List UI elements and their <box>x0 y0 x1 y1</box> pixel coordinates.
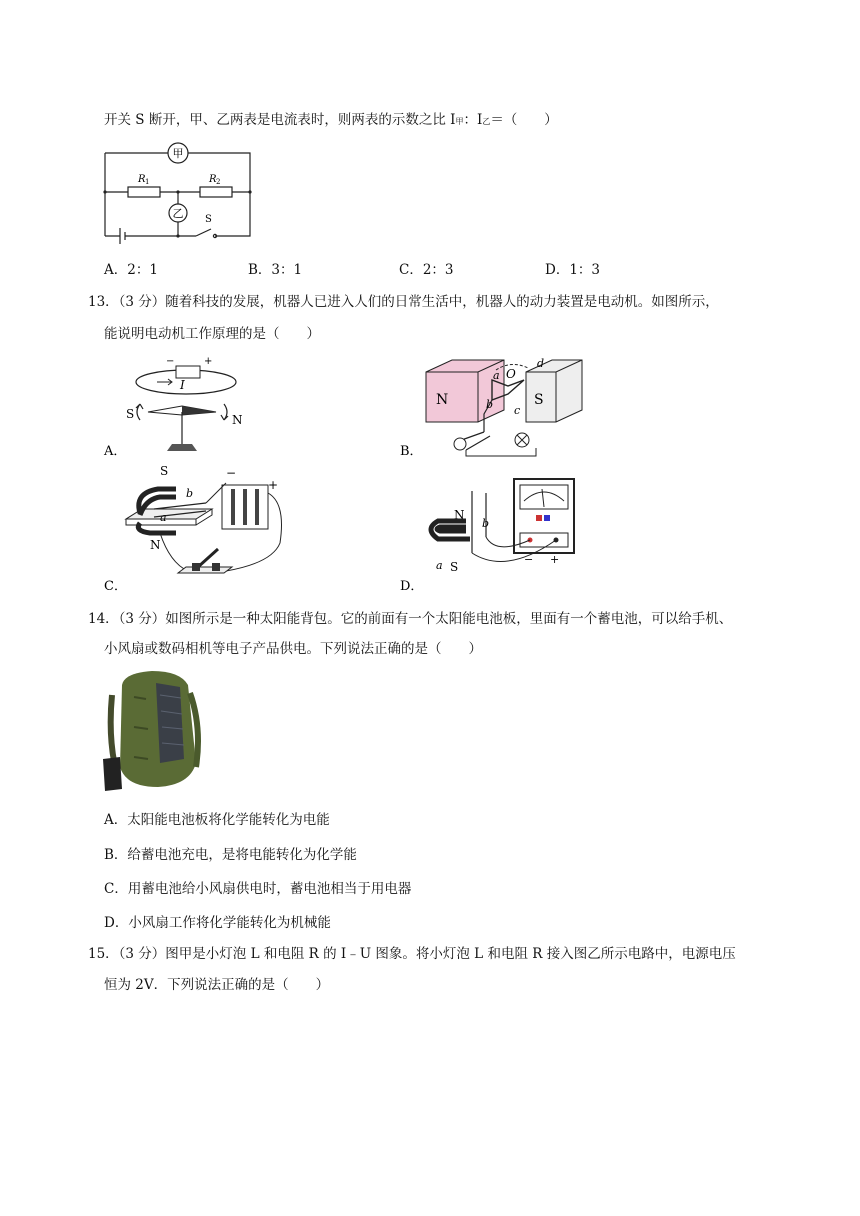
q13-figure-a <box>100 352 260 462</box>
q14-solar-backpack-image <box>100 667 212 797</box>
svg-text:N: N <box>436 392 449 408</box>
q14-stem-line2: 小风扇或数码相机等电子产品供电。下列说法正确的是（ ） <box>104 641 482 657</box>
q14-option-c[interactable]: C．用蓄电池给小风扇供电时，蓄电池相当于用电器 <box>104 881 412 897</box>
svg-text:S: S <box>450 560 459 574</box>
fig-a-label[interactable]: A． <box>104 444 127 459</box>
svg-text:1: 1 <box>145 178 150 186</box>
svg-text:N: N <box>150 538 161 552</box>
svg-text:2: 2 <box>216 178 221 186</box>
fig-c-label[interactable]: C． <box>104 579 127 593</box>
fig-d-label[interactable]: D． <box>400 579 424 593</box>
meter-yi-label: 乙 <box>172 207 184 220</box>
q12-option-d[interactable]: D．1：3 <box>545 262 601 278</box>
svg-text:a: a <box>493 369 500 382</box>
meter-jia-label: 甲 <box>172 147 184 160</box>
q13-figure-d <box>396 463 596 593</box>
svg-text:−: − <box>226 466 237 480</box>
q14-option-b[interactable]: B．给蓄电池充电，是将电能转化为化学能 <box>104 847 357 863</box>
q12-option-b[interactable]: B．3：1 <box>248 262 303 278</box>
q12-option-c[interactable]: C．2：3 <box>399 262 454 278</box>
r2-label: R <box>209 174 217 185</box>
svg-text:b: b <box>486 398 494 411</box>
fig-b-label[interactable]: B． <box>400 444 423 459</box>
svg-text:+: + <box>268 478 279 492</box>
q15-stem-line2: 恒为 2V．下列说法正确的是（ ） <box>104 977 330 993</box>
switch-label: S <box>205 214 212 225</box>
svg-text:N: N <box>454 508 465 522</box>
q13-figure-b <box>396 352 596 462</box>
q14-stem-line1: 14．（3 分）如图所示是一种太阳能背包。它的前面有一个太阳能电池板，里面有一个蓄电池，可以给手机、 <box>88 611 733 627</box>
svg-text:S: S <box>534 392 544 408</box>
svg-text:−: − <box>166 356 175 367</box>
svg-text:O: O <box>506 367 516 381</box>
svg-text:a: a <box>436 559 443 572</box>
r1-label: R <box>138 174 146 185</box>
q14-option-d[interactable]: D．小风扇工作将化学能转化为机械能 <box>104 915 331 931</box>
q13-stem-line1: 13．（3 分）随着科技的发展，机器人已进入人们的日常生活中，机器人的动力装置是电动机。如图所示， <box>88 294 719 310</box>
svg-text:N: N <box>232 413 243 427</box>
q12-stem: 开关 S 断开，甲、乙两表是电流表时，则两表的示数之比 I甲：I乙＝（ ） <box>104 112 558 128</box>
svg-text:+: + <box>204 356 213 367</box>
svg-text:b: b <box>482 517 490 530</box>
q13-figure-c <box>100 463 300 593</box>
q13-stem-line2: 能说明电动机工作原理的是（ ） <box>104 326 320 342</box>
q12-option-a[interactable]: A．2：1 <box>104 262 158 278</box>
q14-option-a[interactable]: A．太阳能电池板将化学能转化为电能 <box>104 812 330 828</box>
svg-text:b: b <box>186 487 194 500</box>
svg-text:I: I <box>180 378 185 392</box>
q12-circuit-diagram <box>98 138 258 246</box>
svg-text:a: a <box>160 511 167 524</box>
q15-stem-line1: 15．（3 分）图甲是小灯泡 L 和电阻 R 的 I﹣U 图象。将小灯泡 L 和电阻 R 接入图乙所示电路中，电源电压 <box>88 946 736 962</box>
svg-text:−: − <box>524 553 534 566</box>
svg-text:S: S <box>160 464 169 478</box>
svg-text:S: S <box>126 407 135 421</box>
svg-text:d: d <box>537 357 545 370</box>
svg-text:+: + <box>550 553 560 566</box>
svg-text:c: c <box>514 404 521 417</box>
